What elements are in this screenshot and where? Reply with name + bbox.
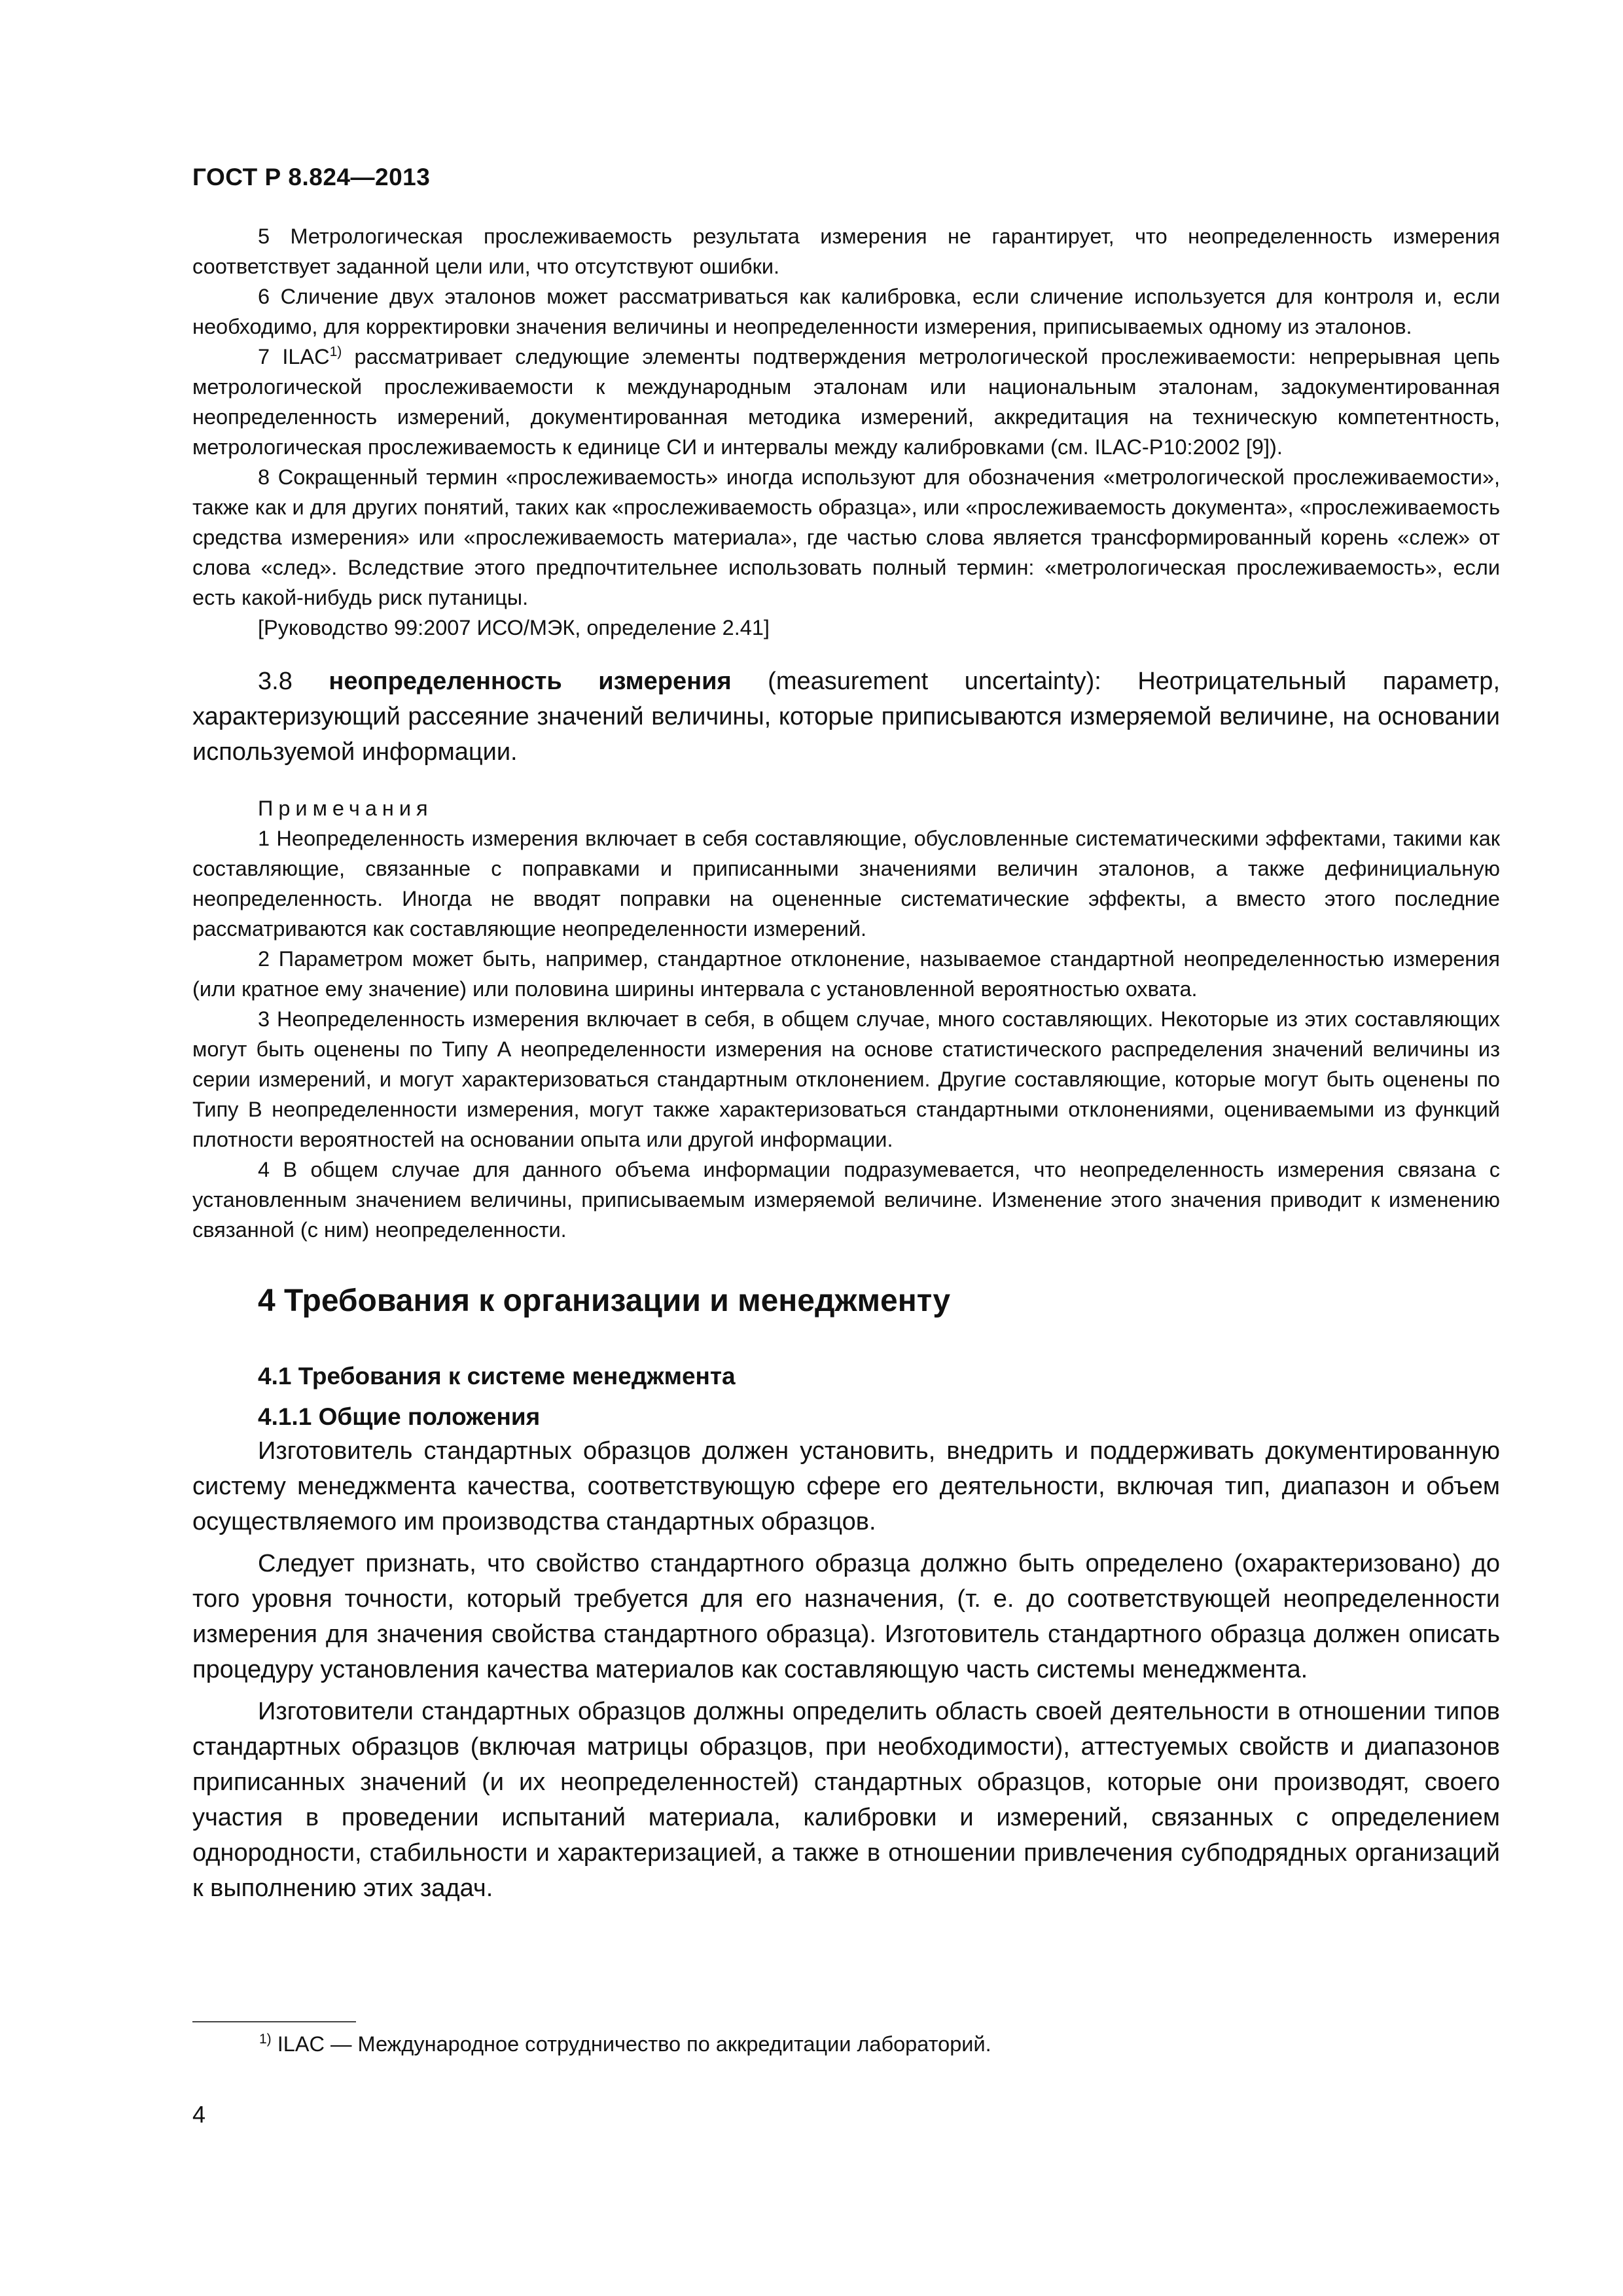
note-2: 2 Параметром может быть, например, стандартное отклонение, называемое стандартной неопределенностью измерения (или кратное ему значение) или половина ширины интервала с установленной вероятностью охвата. [192, 947, 1500, 1001]
note-3: 3 Неопределенность измерения включает в себя, в общем случае, много составляющих. Некоторые из этих составляющих могут быть оценены по Типу А неопределенности измерения на основе статистического распределения значений величины из серии измерений, и могут характеризоваться стандартным отклонением. Другие составляющие, которые могут быть оценены по Типу В неопределенности измерения, могут также характеризоваться стандартными отклонениями, оцениваемыми из функций плотности вероятностей на основании опыта или другой информации. [192, 1007, 1500, 1151]
section-4-heading: 4 Требования к организации и менеджменту [258, 1283, 951, 1318]
section-paragraph-3: Изготовители стандартных образцов должны определить область своей деятельности в отношении типов стандартных образцов (включая матрицы образцов, при необходимости), аттестуемых свойств и диапазонов приписанных значений (и их неопределенностей) стандартных образцов, которые они производят, своего участия в проведении испытаний материала, калибровки и измерений, связанных с определением однородности, стабильности и характеризацией, а также в отношении привлечения субподрядных организаций к выполнению этих задач. [192, 1698, 1500, 1902]
term-number: 3.8 [258, 668, 329, 695]
note-6: 6 Сличение двух эталонов может рассматриваться как калибровка, если сличение используется для контроля и, если необходимо, для корректировки значения величины и неопределенности измерения, приписываемых одному из эталонов. [192, 285, 1500, 338]
footnote-marker: 1) [259, 2032, 272, 2047]
footnote-separator [192, 2021, 356, 2022]
footnote [259, 2029, 991, 2059]
note-8: 8 Сокращенный термин «прослеживаемость» иногда используют для обозначения «метрологической прослеживаемости», также как и для других понятий, таких как «прослеживаемость образца», или «прослеживаемость документа», «прослеживаемость средства измерения» или «прослеживаемость материала», где частью слова является трансформированный корень «слеж» от слова «след». Вследствие этого предпочтительнее использовать полный термин: «метрологическая прослеживаемость», если есть какой-нибудь риск путаницы. [192, 465, 1500, 609]
term-3-8 [192, 664, 1500, 770]
footnote-text: ILAC — Международное сотрудничество по аккредитации лабораторий. [271, 2032, 991, 2056]
note-7-rest: рассматривает следующие элементы подтверждения метрологической прослеживаемости: непрерывная цепь метрологической прослеживаемости к международным эталонам или национальным эталонам, задокументированная неопределенность измерений, документированная методика измерений, аккредитация на техническую компетентность, метрологическая прослеживаемость к единице СИ и интервалы между калибровками (см. ILAC-P10:2002 [9]). [192, 345, 1500, 459]
page-number: 4 [192, 2101, 206, 2128]
subsection-4-1-1-heading: 4.1.1 Общие положения [258, 1403, 541, 1430]
section-paragraph-2: Следует признать, что свойство стандартного образца должно быть определено (охарактеризовано) до того уровня точности, который требуется для его назначения, (т. е. до соответствующей неопределенности измерения для значения свойства стандартного образца). Изготовитель стандартного образца должен описать процедуру установления качества материалов как составляющую часть системы менеджмента. [192, 1550, 1500, 1683]
note-5: 5 Метрологическая прослеживаемость результата измерения не гарантирует, что неопределенность измерения соответствует заданной цели или, что отсутствуют ошибки. [192, 224, 1500, 278]
note-7 [192, 342, 1500, 462]
term-name: неопределенность измерения [329, 668, 732, 695]
note-7-start: 7 ILAC [258, 345, 330, 368]
note-4: 4 В общем случае для данного объема информации подразумевается, что неопределенность измерения связана с установленным значением величины, приписываемым измеряемой величине. Изменение этого значения приводит к изменению связанной (с ним) неопределенности. [192, 1158, 1500, 1242]
definition-reference: [Руководство 99:2007 ИСО/МЭК, определение 2.41] [258, 616, 770, 639]
subsection-4-1-heading: 4.1 Требования к системе менеджмента [258, 1363, 736, 1390]
section-paragraph-1: Изготовитель стандартных образцов должен установить, внедрить и поддерживать документированную систему менеджмента качества, соответствующую сфере его деятельности, включая тип, диапазон и объем осуществляемого им производства стандартных образцов. [192, 1437, 1500, 1535]
term-definition: (measurement uncertainty): Неотрицательный параметр, характеризующий рассеяние значений величины, которые приписываются измеряемой величине, на основании используемой информации. [192, 668, 1500, 766]
page-content [192, 221, 1500, 1906]
footnote-ref-marker: 1) [329, 344, 342, 360]
note-1: 1 Неопределенность измерения включает в себя составляющие, обусловленные систематическими эффектами, такими как составляющие, связанные с поправками и приписанными значениями величин эталонов, а также дефинициальную неопределенность. Иногда не вводят поправки на оцененные систематические эффекты, а вместо этого последние рассматриваются как составляющие неопределенности измерений. [192, 827, 1500, 941]
notes-heading: Примечания [258, 797, 433, 820]
standard-code-header: ГОСТ Р 8.824—2013 [192, 164, 431, 190]
